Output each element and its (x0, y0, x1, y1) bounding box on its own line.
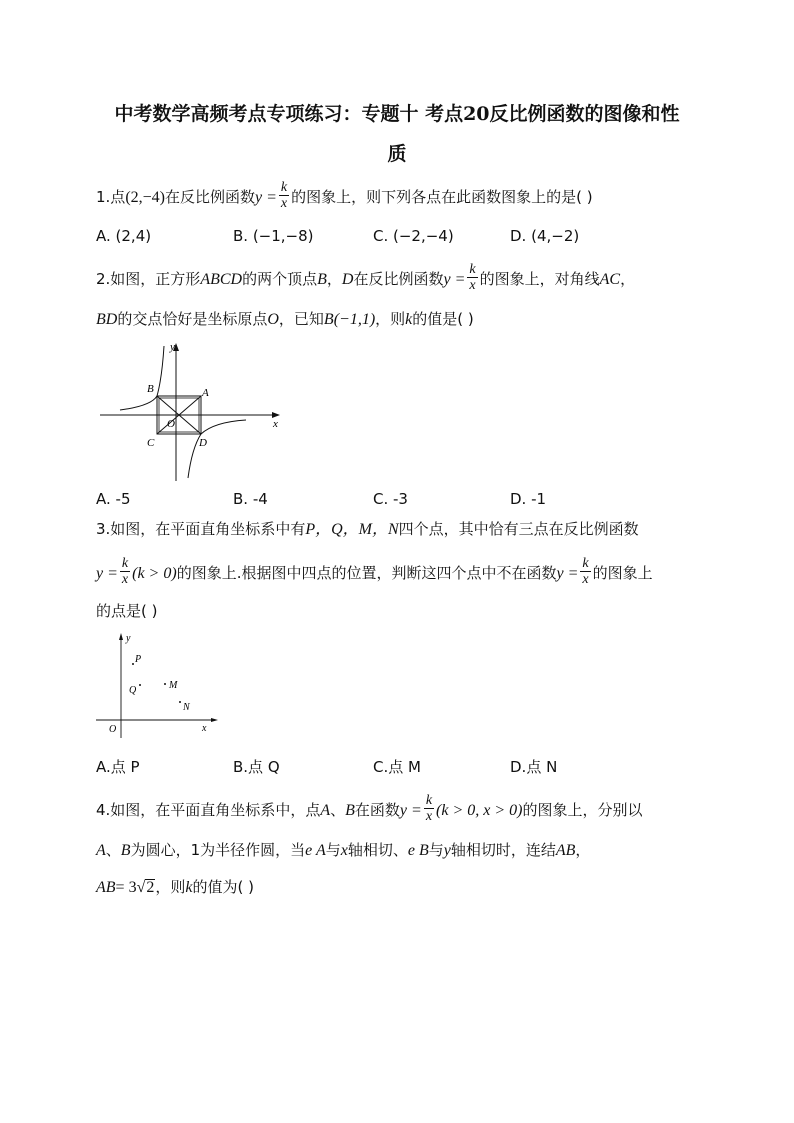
fraction-k-over-x: $\frac{k}{x}$ (582, 556, 589, 587)
label-q: Q (129, 685, 137, 696)
label-b: B (147, 383, 154, 395)
label-d: D (199, 437, 207, 449)
point-n (179, 701, 181, 703)
q3-figure (96, 630, 221, 740)
x-axis-arrow (211, 718, 218, 722)
title-line-1: 中考数学高频考点专项练习：专题十 考点20反比例函数的图像和性 (114, 103, 680, 125)
q1-option-c[interactable]: C. (−2,−4) (373, 227, 454, 245)
q3-option-a[interactable]: A.点 P (96, 758, 140, 776)
fraction-k-over-x: $\frac{k}{x}$ (425, 793, 433, 824)
q3-option-d[interactable]: D.点 N (510, 758, 558, 776)
label-a: A (202, 387, 209, 399)
q2-figure (96, 338, 286, 483)
sqrt-sign: √ (136, 879, 146, 896)
q3-option-b[interactable]: B.点 Q (233, 758, 280, 776)
q1-option-d[interactable]: D. (4,−2) (510, 227, 580, 245)
point-q (139, 684, 141, 686)
point-p (132, 663, 134, 665)
q3-option-c[interactable]: C.点 M (373, 758, 421, 776)
q1-option-a[interactable]: A. (2,4) (96, 227, 152, 245)
q2-option-c[interactable]: C. -3 (373, 490, 408, 508)
fraction-k-over-x: $\frac{k}{x}$ (469, 262, 476, 293)
q2-option-d[interactable]: D. -1 (510, 490, 547, 508)
question-4-stem-line-1: 4.如图，在平面直角坐标系中，点A、B在函数y = $\frac{k}{x}$ (k > 0, x > 0)的图象上，分别以 (96, 793, 643, 824)
label-m: M (169, 680, 178, 691)
question-1-stem: 1.点(2,−4)在反比例函数y = $\frac{k}{x}$ 的图象上，则下列各点在此函数图象上的是( ) (96, 180, 593, 211)
label-x: x (273, 418, 278, 430)
question-2-stem-line-1: 2.如图，正方形ABCD的两个顶点B，D在反比例函数y = $\frac{k}{x}$ 的图象上，对角线AC， (96, 262, 636, 293)
fraction-k-over-x: $\frac{k}{x}$ (280, 180, 288, 211)
label-p: P (135, 654, 142, 665)
question-3-stem-line-2: y = $\frac{k}{x}$ (k > 0)的图象上.根据图中四点的位置，判断这四个点中不在函数y = $\frac{k}{x}$ 的图象上 (96, 556, 653, 587)
label-y: y (170, 341, 175, 353)
label-x: x (202, 723, 207, 734)
label-n: N (183, 702, 190, 713)
q2-option-a[interactable]: A. -5 (96, 490, 131, 508)
hyperbola-branch-4 (188, 420, 246, 478)
question-2-stem-line-2: BD的交点恰好是坐标原点O，已知B(−1,1)，则k的值是( ) (96, 310, 474, 328)
question-3-stem-line-3: 的点是( ) (96, 602, 158, 620)
sqrt-radicand: 2 (146, 879, 155, 896)
y-axis-arrow (119, 633, 123, 640)
label-y: y (126, 633, 131, 644)
label-o: O (109, 724, 117, 735)
q1-option-b[interactable]: B. (−1,−8) (233, 227, 314, 245)
point-m (164, 683, 166, 685)
title-line-2: 质 (387, 143, 407, 165)
document-title (96, 94, 698, 174)
label-c: C (147, 437, 155, 449)
label-o: O (167, 418, 175, 430)
question-4-stem-line-3: AB= 3√2，则k的值为( ) (96, 878, 254, 896)
question-4-stem-line-2: A、B为圆心，1为半径作圆，当e A与x轴相切、e B与y轴相切时，连结AB， (96, 841, 591, 859)
question-3-stem-line-1: 3.如图，在平面直角坐标系中有P，Q，M，N四个点，其中恰有三点在反比例函数 (96, 520, 639, 538)
fraction-k-over-x: $\frac{k}{x}$ (121, 556, 129, 587)
q2-option-b[interactable]: B. -4 (233, 490, 268, 508)
